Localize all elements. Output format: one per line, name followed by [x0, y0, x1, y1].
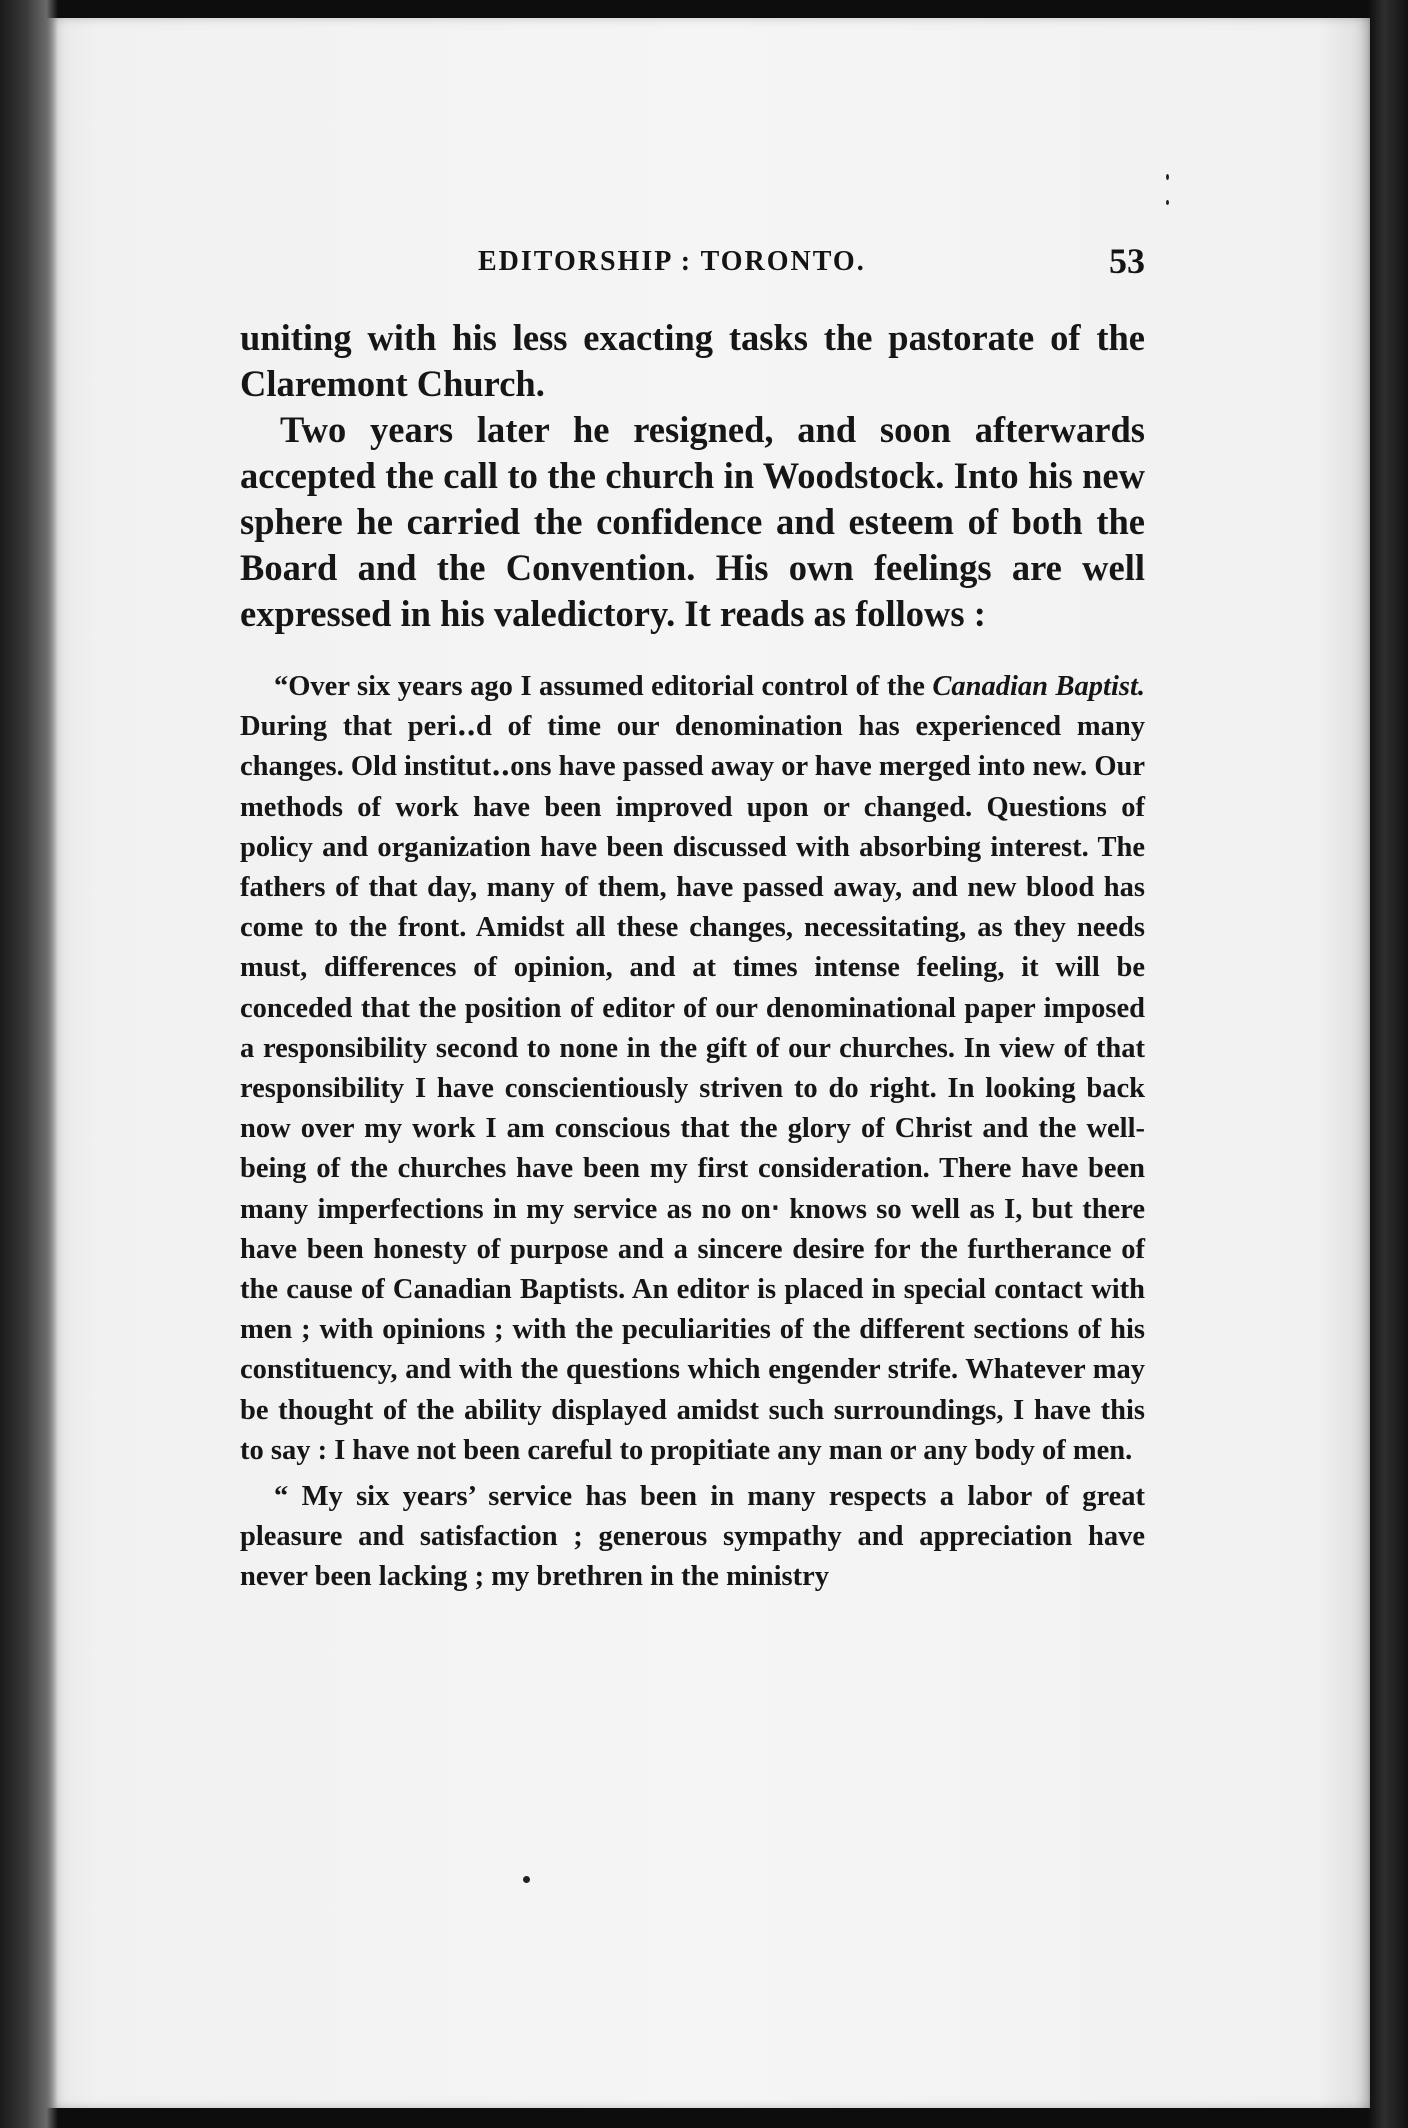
- paragraph-two-years-later: Two years later he resigned, and soon afterwards accepted the call to the church in Woodstock. Into his new sphere he carried the confidence and esteem of both the Board and the Convention. His own feelings are well expressed in his valedictory. It reads as follows :: [240, 409, 1145, 634]
- valedictory-quote-paragraph-1: [240, 667, 1145, 1471]
- scan-speck: [1166, 200, 1169, 205]
- paragraph-continuation: uniting with his less exacting tasks the pastorate of the Claremont Church.: [240, 317, 1145, 404]
- binding-shadow: [0, 0, 58, 2128]
- body-text: [240, 315, 1145, 1598]
- quote-body: During that peri‥d of time our denomination has experienced many changes. Old institut‥ons have passed away or have merged into new. Our methods of work have been improved upon or changed. Questions of policy and organization have been discussed with absorbing interest. The fathers of that day, many of them, have passed away, and new blood has come to the front. Amidst all these changes, necessitating, as they needs must, differences of opinion, and at times intense feeling, it will be conceded that the position of editor of our denominational paper imposed a responsibility second to none in the gift of our churches. In view of that responsibility I have conscientiously striven to do right. In looking back now over my work I am conscious that the glory of Christ and the well-being of the churches have been my first consideration. There have been many imperfections in my service as no on‧ knows so well as I, but there have been honesty of purpose and a sincere desire for the furtherance of the cause of Canadian Baptists. An editor is placed in special contact with men ; with opinions ; with the peculiarities of the different sections of his constituency, and with the questions which engender strife. Whatever may be thought of the ability displayed amidst such surroundings, I have this to say : I have not been careful to propitiate any man or any body of men.: [240, 711, 1145, 1466]
- page-header: [240, 240, 1145, 290]
- page-edge-shadow: [1368, 0, 1408, 2128]
- scan-speck: [523, 1876, 530, 1883]
- page-number: 53: [1109, 241, 1145, 281]
- newspaper-title: Canadian Baptist.: [932, 671, 1146, 702]
- running-head: EDITORSHIP : TORONTO.: [478, 246, 866, 277]
- quote-opening: “Over six years ago I assumed editorial control of the: [274, 671, 933, 702]
- scan-speck: [1166, 174, 1169, 180]
- valedictory-quote-paragraph-2: “ My six years’ service has been in many respects a labor of great pleasure and satisfaction ; generous sympathy and appreciation have never been lacking ; my brethren in the ministry: [240, 1481, 1145, 1593]
